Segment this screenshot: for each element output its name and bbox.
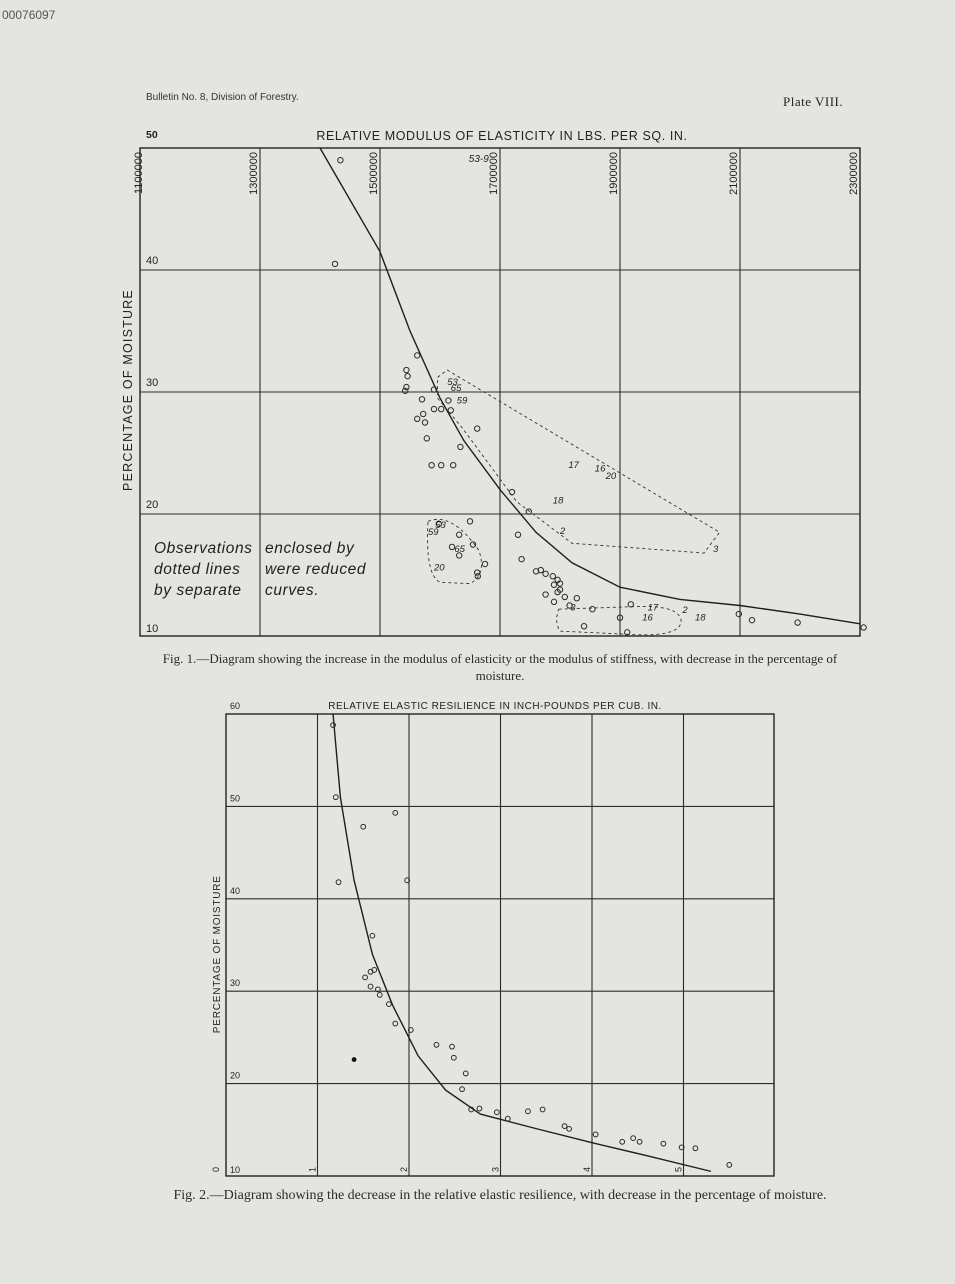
data-point	[439, 406, 444, 411]
data-point	[336, 880, 341, 885]
point-annotation: 65	[450, 383, 462, 395]
figure-2-chart	[190, 690, 800, 1195]
data-point	[333, 795, 338, 800]
data-point	[463, 1071, 468, 1076]
point-annotation: 18	[552, 495, 564, 507]
chart-title: RELATIVE MODULUS OF ELASTICITY IN LBS. PER SQ. IN.	[316, 129, 688, 143]
data-point	[631, 1136, 636, 1141]
data-point	[494, 1110, 499, 1115]
point-annotation: 16	[642, 612, 653, 624]
data-point	[562, 1124, 567, 1129]
observation-note-text: enclosed by	[265, 540, 355, 557]
y-tick-label: 40	[230, 885, 241, 896]
data-point	[550, 574, 555, 579]
x-tick-label: 1500000	[368, 152, 380, 195]
fitted-curve	[333, 714, 711, 1171]
bulletin-header: Bulletin No. 8, Division of Forestry.	[146, 92, 299, 103]
data-point	[419, 397, 424, 402]
point-annotation: 3	[570, 602, 576, 614]
figure-2-caption: Fig. 2.—Diagram showing the decrease in the relative elastic resilience, with decrease in the percentage of moisture.	[173, 1188, 827, 1203]
data-point	[415, 416, 420, 421]
y-axis-label: PERCENTAGE OF MOISTURE	[121, 289, 135, 491]
data-point	[451, 1055, 456, 1060]
data-point	[727, 1163, 732, 1168]
data-point	[475, 426, 480, 431]
data-point	[543, 592, 548, 597]
data-point	[467, 519, 472, 524]
data-point	[451, 463, 456, 468]
observation-note-text: dotted lines	[154, 561, 241, 578]
data-point	[574, 595, 579, 600]
data-point	[540, 1107, 545, 1112]
data-point	[526, 1109, 531, 1114]
data-point	[505, 1116, 510, 1121]
data-point	[661, 1141, 666, 1146]
figure-1-caption: Fig. 1.—Diagram showing the increase in the modulus of elasticity or the modulus of stiffness, with decrease in the percentage of moisture.	[162, 651, 838, 683]
point-annotation: 53-9	[468, 153, 489, 165]
y-tick-label: 20	[146, 499, 159, 511]
data-point	[551, 599, 556, 604]
data-point	[593, 1132, 598, 1137]
data-point	[404, 367, 409, 372]
data-point	[515, 532, 520, 537]
data-point	[475, 570, 480, 575]
data-point	[421, 411, 426, 416]
data-point	[637, 1139, 642, 1144]
point-annotation: 17	[647, 602, 659, 614]
y-tick-label: 60	[230, 701, 241, 711]
data-point	[393, 1021, 398, 1026]
observation-note-text: curves.	[265, 582, 320, 599]
x-tick-label: 0	[211, 1166, 221, 1172]
x-tick-label: 1900000	[608, 152, 620, 195]
data-point	[377, 992, 382, 997]
data-point	[457, 532, 462, 537]
x-tick-label: 1300000	[248, 152, 260, 195]
point-annotation: 59	[428, 527, 439, 539]
observation-note-text: Observations	[154, 540, 253, 557]
point-annotation: 53	[447, 377, 458, 389]
y-tick-label: 20	[230, 1070, 241, 1081]
data-point	[861, 625, 866, 630]
x-tick-label: 3	[490, 1166, 501, 1172]
y-tick-label: 10	[230, 1165, 241, 1175]
fitted-curve	[320, 148, 860, 624]
point-annotation: 16	[594, 463, 606, 475]
data-point	[519, 556, 524, 561]
data-point	[620, 1139, 625, 1144]
x-tick-label: 2300000	[848, 152, 860, 195]
data-point	[590, 606, 595, 611]
data-point	[404, 384, 409, 389]
x-tick-label: 5	[673, 1166, 684, 1172]
x-tick-label: 1100000	[133, 152, 145, 195]
y-axis-label: PERCENTAGE OF MOISTURE	[212, 875, 223, 1034]
observation-note-text: were reduced	[265, 561, 367, 578]
y-tick-label: 50	[146, 129, 158, 141]
data-point	[795, 620, 800, 625]
data-point	[405, 373, 410, 378]
y-tick-label: 50	[230, 793, 241, 804]
y-tick-label: 40	[146, 255, 159, 267]
x-tick-label: 4	[582, 1166, 592, 1172]
point-annotation: 20	[434, 562, 445, 574]
data-point	[509, 489, 514, 494]
data-point	[562, 594, 567, 599]
data-point	[567, 1126, 572, 1131]
data-point	[736, 611, 741, 616]
ink-spot-mark	[352, 1057, 357, 1062]
data-point	[581, 624, 586, 629]
y-tick-label: 30	[230, 978, 241, 989]
data-point	[338, 158, 343, 163]
point-annotation: 65	[454, 544, 465, 556]
chart-title: RELATIVE ELASTIC RESILIENCE IN INCH-POUNDS PER CUB. IN.	[328, 701, 662, 712]
data-point	[693, 1146, 698, 1151]
data-point	[331, 723, 336, 728]
point-annotation: 20	[605, 470, 617, 482]
data-point	[422, 420, 427, 425]
data-point	[460, 1087, 465, 1092]
figure-1-chart	[100, 120, 880, 650]
point-annotation: 18	[695, 612, 706, 624]
data-point	[386, 1002, 391, 1007]
data-point	[543, 571, 548, 576]
scan-id: 00076097	[2, 8, 56, 22]
data-point	[434, 1042, 439, 1047]
x-tick-label: 2	[399, 1166, 409, 1172]
data-point	[450, 1044, 455, 1049]
data-point	[749, 617, 754, 622]
data-point	[361, 824, 366, 829]
data-point	[551, 582, 556, 587]
data-point	[477, 1106, 482, 1111]
data-point	[393, 810, 398, 815]
point-annotation: 2	[682, 605, 688, 617]
point-annotation: 53	[435, 519, 446, 531]
data-point	[368, 984, 373, 989]
data-point	[424, 436, 429, 441]
data-point	[332, 261, 337, 266]
x-tick-label: 1700000	[488, 152, 500, 195]
data-point	[458, 444, 463, 449]
data-point	[415, 353, 420, 358]
point-annotation: 3	[713, 544, 719, 556]
data-point	[628, 602, 633, 607]
plate-number: Plate VIII.	[783, 94, 844, 109]
data-point	[439, 463, 444, 468]
data-point	[431, 406, 436, 411]
data-point	[446, 398, 451, 403]
data-point	[482, 561, 487, 566]
data-point	[403, 388, 408, 393]
y-tick-label: 10	[146, 623, 159, 635]
data-point	[363, 975, 368, 980]
observation-note-text: by separate	[154, 582, 242, 599]
y-tick-label: 30	[146, 377, 159, 389]
point-annotation: 17	[568, 459, 579, 471]
data-point	[448, 408, 453, 413]
x-tick-label: 2100000	[728, 152, 740, 195]
x-tick-label: 1	[307, 1166, 318, 1172]
data-point	[370, 933, 375, 938]
point-annotation: 59	[456, 395, 468, 407]
point-annotation: 2	[560, 525, 566, 537]
data-point	[429, 463, 434, 468]
